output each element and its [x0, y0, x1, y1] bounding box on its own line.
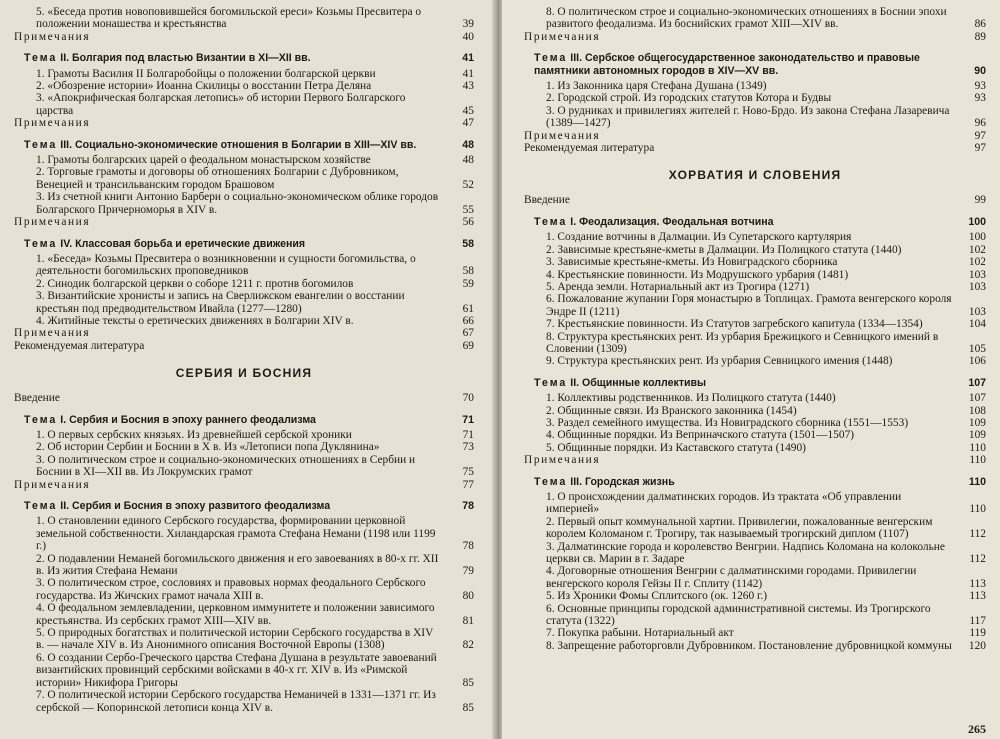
- page-ref: 41: [462, 52, 474, 65]
- page-ref: 79: [462, 565, 474, 578]
- page-ref: 106: [968, 355, 986, 368]
- toc-theme-row: [524, 476, 986, 488]
- page-ref: 41: [462, 67, 474, 80]
- toc-entry: [524, 405, 986, 417]
- entry-title: 9. Структура крестьянских рент. Из урбария Севницкого имения (1448): [546, 355, 893, 368]
- theme-prefix: Тема: [534, 376, 568, 389]
- page-ref: 70: [462, 392, 474, 405]
- entry-title: 2. Общинные связи. Из Вранского законника (1454): [546, 404, 797, 417]
- entry-title: 2. Торговые грамоты и договоры об отношениях Болгарии с Дубровником, Венецией и трансильванским городом Брашовом: [36, 166, 399, 191]
- entry-title: 1. О становлении единого Сербского государства, формировании церковной земельной собственности. Хиландарская грамота Стефана Немани (1198 или 1199 г.): [36, 515, 436, 553]
- toc-entry: [524, 541, 986, 566]
- toc-entry: [14, 392, 474, 404]
- theme-title: III. Городская жизнь: [570, 475, 675, 488]
- toc-entry: [524, 603, 986, 628]
- entry-title: 7. О политической истории Сербского государства Неманичей в 1331—1371 гг. Из сербской — Копоринской летописи конца XIV в.: [36, 689, 436, 714]
- page-ref: 104: [968, 318, 986, 331]
- entry-title: 2. Зависимые крестьяне-кметы в Далмации. Из Полицкого статута (1440): [546, 243, 902, 256]
- entry-title: 4. Общинные порядки. Из Веприначского статута (1501—1507): [546, 429, 855, 442]
- entry-title: 1. «Беседа» Козьмы Пресвитера о возникновении и сущности богомильства, о деятельности богомильских проповедников: [36, 252, 416, 278]
- entry-title: 2. «Обозрение истории» Иоанна Скилицы о восстании Петра Деляна: [36, 80, 372, 93]
- page-ref: 78: [462, 500, 474, 512]
- entry-title: 2. Первый опыт коммунальной хартии. Привилегии, пожалованные венгерским королем Коломаном г. Трогиру, так называемый трогирский диплом (1107): [546, 515, 933, 541]
- page-ref: 110: [969, 454, 986, 467]
- page-ref: 112: [969, 528, 986, 541]
- entry-title: 3. О рудниках и привилегиях жителей г. Ново-Брдо. Из закона Стефана Лазаревича (1389—1427): [546, 104, 950, 130]
- toc-entry: [524, 318, 986, 330]
- page-ref: 110: [969, 441, 986, 454]
- page-ref: 102: [968, 243, 986, 256]
- toc-notes-row: [524, 130, 986, 142]
- entry-title: Примечания: [524, 30, 601, 43]
- theme-prefix: Тема: [24, 500, 58, 512]
- toc-entry: [524, 244, 986, 256]
- theme-title: II. Сербия и Босния в эпоху развитого феодализма: [60, 500, 331, 512]
- entry-title: Примечания: [524, 129, 601, 142]
- toc-entry: [14, 253, 474, 278]
- page-ref: 39: [462, 18, 474, 31]
- entry-title: Рекомендуемая литература: [524, 142, 655, 155]
- page-ref: 89: [974, 30, 986, 43]
- toc-theme-row: [14, 139, 474, 151]
- theme-title: I. Сербия и Босния в эпоху раннего феодализма: [60, 413, 316, 426]
- right-page: [502, 0, 1000, 739]
- entry-title: 6. О создании Сербо-Греческого царства Стефана Душана в результате завоеваний византийских провинций сербскими войсками в 40-х гг. XIV в. Из «Римской истории» Никифора Григоры: [36, 651, 437, 689]
- toc-entry: [14, 441, 474, 453]
- page-ref: 47: [462, 117, 474, 130]
- toc-entry: [14, 80, 474, 92]
- toc-entry: [524, 105, 986, 130]
- entry-title: Примечания: [14, 478, 91, 491]
- page-ref: 71: [462, 428, 474, 441]
- toc-entry: [524, 565, 986, 590]
- toc-entry: [14, 68, 474, 80]
- section-heading: СЕРБИЯ И БОСНИЯ: [175, 366, 313, 381]
- page-ref: 80: [462, 589, 474, 602]
- page-ref: 96: [974, 117, 986, 130]
- entry-title: 3. Раздел семейного имущества. Из Новиградского сборника (1551—1553): [546, 416, 909, 429]
- entry-title: 5. О природных богатствах и политической истории Сербского государства в XIV в. — начале XIV в. Из Анонимного описания Восточной Европы (1308): [36, 627, 434, 652]
- toc-entry: [14, 602, 474, 627]
- toc-theme-row: [14, 414, 474, 426]
- entry-title: 3. О политическом строе и социально-экономических отношениях в Сербии и Боснии в XI—XII вв. Из Локрумских грамот: [36, 453, 416, 479]
- entry-title: 3. О политическом строе, сословиях и правовых нормах феодального Сербского государства. Из Жичских грамот начала XIII в.: [36, 577, 426, 602]
- toc-entry: [14, 627, 474, 652]
- entry-title: 5. Из Хроники Фомы Сплитского (ок. 1260 г.): [546, 590, 768, 603]
- toc-entry: [14, 515, 474, 552]
- toc-entry: [524, 269, 986, 281]
- entry-title: 4. О феодальном землевладении, церковном иммунитете и положении зависимого крестьянства. Из сербских грамот XIII—XIV вв.: [36, 602, 435, 627]
- page-ref: 66: [462, 314, 474, 327]
- entry-title: 8. О политическом строе и социально-экономических отношениях в Боснии эпохи развитого феодализма. Из боснийских грамот XIII—XIV вв.: [546, 6, 947, 31]
- page-ref: 59: [462, 277, 474, 290]
- left-page: [0, 0, 496, 739]
- entry-title: 1. О происхождении далматинских городов. Из трактата «Об управлении империей»: [546, 491, 902, 516]
- toc-notes-row: [14, 479, 474, 491]
- page-ref: 71: [462, 413, 474, 426]
- entry-title: 1. О первых сербских князьях. Из древнейшей сербской хроники: [36, 428, 352, 441]
- page-ref: 100: [968, 215, 986, 228]
- toc-entry: [524, 281, 986, 293]
- entry-title: Введение: [524, 194, 570, 207]
- toc-entry: [524, 231, 986, 243]
- theme-prefix: Тема: [534, 475, 568, 488]
- theme-title: II. Болгария под властью Византии в XI—XII вв.: [60, 52, 311, 65]
- theme-title: IV. Классовая борьба и еретические движения: [60, 237, 306, 250]
- toc-entry: [524, 491, 986, 516]
- toc-entry: [14, 689, 474, 714]
- entry-title: Примечания: [524, 454, 601, 467]
- toc-entry: [524, 355, 986, 367]
- entry-title: 2. Синодик болгарской церкви о соборе 1211 г. против богомилов: [36, 277, 354, 290]
- toc-entry: [14, 290, 474, 315]
- entry-title: 3. Из счетной книги Антонио Барбери о социально-экономическом облике городов Болгарского Причерноморья в XIV в.: [36, 191, 439, 216]
- entry-title: 4. Договорные отношения Венгрии с далматинскими городами. Привилегии венгерского короля Гейзы II г. Сплиту (1142): [546, 565, 917, 590]
- toc-entry: [524, 6, 986, 31]
- page-ref: 86: [974, 18, 986, 31]
- entry-title: 1. Грамоты болгарских царей о феодальном монастырском хозяйстве: [36, 154, 371, 167]
- theme-prefix: Тема: [24, 138, 58, 151]
- toc-entry: [524, 640, 986, 652]
- entry-title: 3. «Апокрифическая болгарская летопись» об истории Первого Болгарского царства: [36, 92, 406, 117]
- toc-theme-row: [524, 377, 986, 389]
- toc-entry: [524, 256, 986, 268]
- page-ref: 85: [462, 701, 474, 714]
- entry-title: Рекомендуемая литература: [14, 339, 145, 352]
- page-ref: 109: [968, 429, 986, 442]
- toc-entry: [524, 194, 986, 206]
- page-ref: 97: [974, 142, 986, 155]
- entry-title: 1. Создание вотчины в Далмации. Из Супетарского картулярия: [546, 231, 852, 244]
- page-ref: 97: [974, 129, 986, 142]
- entry-title: Примечания: [14, 216, 91, 229]
- page-ref: 110: [969, 503, 986, 516]
- entry-title: 3. Далматинские города и королевство Венгрии. Надпись Коломана на колокольне церкви св. Марии в г. Задаре: [546, 540, 945, 566]
- theme-title: III. Сербское общегосударственное законодательство и правовые памятники автономных городов в XIV—XV вв.: [534, 52, 920, 77]
- page-ref: 107: [968, 392, 986, 405]
- toc-entry: [524, 590, 986, 602]
- page-ref: 82: [462, 639, 474, 652]
- toc-notes-row: [14, 216, 474, 228]
- page-ref: 103: [968, 268, 986, 281]
- page-ref: 103: [968, 305, 986, 318]
- toc-entry: [524, 392, 986, 404]
- entry-title: 2. О подавлении Неманей богомильского движения и его завоеваниях в 80-х гг. XII в. Из жития Стефана Немани: [36, 552, 439, 578]
- entry-title: Примечания: [14, 30, 91, 43]
- toc-entry: [14, 191, 474, 216]
- toc-notes-row: [14, 31, 474, 43]
- page-ref: 67: [462, 327, 474, 340]
- entry-title: 2. Городской строй. Из городских статутов Котора и Будвы: [546, 92, 832, 105]
- page-ref: 58: [462, 265, 474, 278]
- toc-entry: [14, 278, 474, 290]
- section-heading: ХОРВАТИЯ И СЛОВЕНИЯ: [668, 168, 842, 183]
- page-ref: 85: [462, 676, 474, 689]
- toc-entry: [524, 627, 986, 639]
- toc-notes-row: [524, 454, 986, 466]
- theme-prefix: Тема: [24, 237, 58, 250]
- toc-theme-row: [14, 52, 474, 64]
- page-ref: 93: [974, 80, 986, 93]
- page-ref: 99: [974, 194, 986, 207]
- page-ref: 108: [968, 404, 986, 417]
- page-ref: 81: [462, 614, 474, 627]
- page-ref: 107: [968, 376, 986, 389]
- theme-prefix: Тема: [534, 215, 568, 228]
- toc-theme-row: [14, 238, 474, 250]
- entry-title: 1. Коллективы родственников. Из Полицкого статута (1440): [546, 392, 836, 405]
- toc-entry: [524, 331, 986, 356]
- page-ref: 43: [462, 80, 474, 93]
- theme-prefix: Тема: [24, 52, 58, 65]
- theme-prefix: Тема: [534, 52, 568, 65]
- toc-entry: [14, 553, 474, 578]
- entry-title: 5. Аренда земли. Нотариальный акт из Трогира (1271): [546, 280, 810, 293]
- toc-theme-row: [524, 52, 986, 77]
- toc-entry: [524, 417, 986, 429]
- entry-title: 3. Зависимые крестьяне-кметы. Из Новиградского сборника: [546, 256, 838, 269]
- page-ref: 73: [462, 441, 474, 454]
- page-ref: 120: [968, 639, 986, 652]
- toc-theme-row: [524, 216, 986, 228]
- entry-title: 6. Пожалование жупании Горя монастырю в Топлицах. Грамота венгерского короля Эндре II (1211): [546, 293, 952, 318]
- entry-title: 6. Основные принципы городской административной системы. Из Трогирского статута (1322): [546, 602, 931, 628]
- toc-entry: [14, 340, 474, 352]
- toc-entry: [524, 442, 986, 454]
- page-ref: 110: [968, 475, 986, 488]
- toc-entry: [14, 6, 474, 31]
- page-ref: 90: [974, 64, 986, 77]
- theme-title: I. Феодализация. Феодальная вотчина: [570, 215, 774, 228]
- page-ref: 48: [462, 138, 474, 151]
- page-ref: 109: [968, 416, 986, 429]
- page-ref: 112: [969, 553, 986, 566]
- theme-title: III. Социально-экономические отношения в Болгарии в XIII—XIV вв.: [60, 138, 417, 151]
- entry-title: 1. Грамоты Василия II Болгаробойцы о положении болгарской церкви: [36, 67, 376, 80]
- theme-title: II. Общинные коллективы: [570, 376, 707, 389]
- page-number: 265: [968, 722, 986, 736]
- entry-title: Введение: [14, 392, 60, 405]
- page-ref: 40: [462, 30, 474, 43]
- entry-title: Примечания: [14, 327, 91, 340]
- page-ref: 45: [462, 104, 474, 117]
- page-ref: 48: [462, 154, 474, 167]
- toc-entry: [14, 652, 474, 689]
- entry-title: 5. «Беседа против новоповившейся богомильской ереси» Козьмы Пресвитера о положении монашества и крестьянства: [36, 6, 422, 31]
- toc-entry: [14, 577, 474, 602]
- page-ref: 78: [462, 540, 474, 553]
- page-ref: 113: [969, 577, 986, 590]
- toc-entry: [524, 429, 986, 441]
- toc-entry: [14, 454, 474, 479]
- entry-title: 3. Византийские хронисты и запись на Сверлижском евангелии о восстании крестьян под предводительством Ивайла (1277—1280): [36, 290, 405, 315]
- toc-notes-row: [14, 117, 474, 129]
- entry-title: 4. Крестьянские повинности. Из Модрушского урбария (1481): [546, 268, 849, 281]
- page-ref: 119: [969, 627, 986, 640]
- page-ref: 56: [462, 216, 474, 229]
- page-ref: 52: [462, 178, 474, 191]
- page-ref: 93: [974, 92, 986, 105]
- page-ref: 77: [462, 478, 474, 491]
- page-ref: 75: [462, 466, 474, 479]
- entry-title: 7. Покупка рабыни. Нотариальный акт: [546, 627, 734, 640]
- entry-title: 2. Об истории Сербии и Боснии в X в. Из «Летописи попа Дуклянина»: [36, 441, 380, 454]
- page-ref: 113: [969, 590, 986, 603]
- entry-title: 7. Крестьянские повинности. Из Статутов загребского капитула (1334—1354): [546, 318, 923, 331]
- page-ref: 55: [462, 203, 474, 216]
- toc-entry: [14, 166, 474, 191]
- page-ref: 69: [462, 339, 474, 352]
- page-ref: 61: [462, 302, 474, 315]
- toc-entry: [524, 142, 986, 154]
- toc-notes-row: [524, 31, 986, 43]
- toc-entry: [14, 315, 474, 327]
- page-ref: 102: [968, 256, 986, 269]
- entry-title: 4. Житийные тексты о еретических движениях в Болгарии XIV в.: [36, 314, 354, 327]
- toc-entry: [524, 516, 986, 541]
- toc-entry: [524, 293, 986, 318]
- toc-theme-row: [14, 500, 474, 512]
- entry-title: 8. Запрещение работорговли Дубровником. Постановление дубровницкой коммуны: [546, 639, 952, 652]
- entry-title: 1. Из Законника царя Стефана Душана (1349): [546, 80, 767, 93]
- toc-entry: [524, 80, 986, 92]
- theme-prefix: Тема: [24, 413, 58, 426]
- page-ref: 117: [969, 615, 986, 628]
- page-ref: 100: [968, 231, 986, 244]
- toc-entry: [14, 429, 474, 441]
- entry-title: Примечания: [14, 117, 91, 130]
- page-ref: 103: [968, 280, 986, 293]
- toc-notes-row: [14, 327, 474, 339]
- entry-title: 8. Структура крестьянских рент. Из урбария Брежицкого и Севницкого имений в Словении (1309): [546, 330, 939, 355]
- toc-entry: [14, 92, 474, 117]
- page-ref: 58: [462, 237, 474, 250]
- toc-entry: [524, 92, 986, 104]
- page-ref: 105: [968, 342, 986, 355]
- toc-entry: [14, 154, 474, 166]
- entry-title: 5. Общинные порядки. Из Каставского статута (1490): [546, 441, 806, 454]
